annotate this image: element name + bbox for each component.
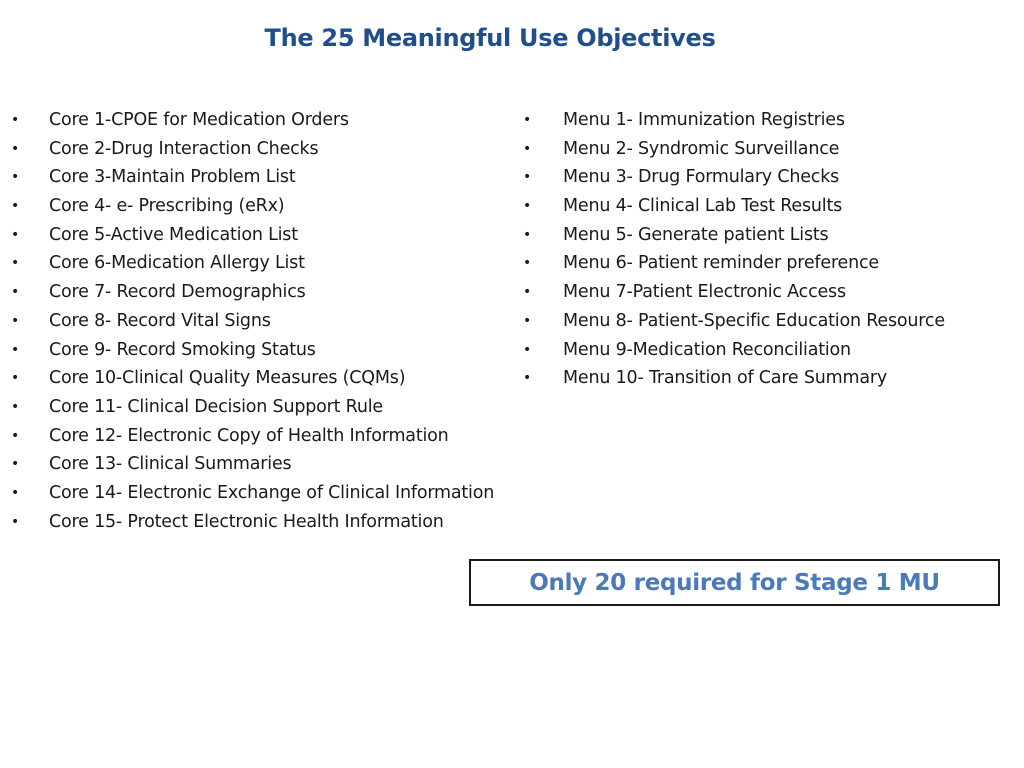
core-objective-item-label: Core 10-Clinical Quality Measures (CQMs): [49, 368, 406, 389]
core-objective-item: [0, 364, 560, 393]
core-objective-item: [0, 135, 560, 164]
bullet-icon: •: [523, 140, 532, 157]
core-objective-item: [0, 192, 560, 221]
bullet-icon: •: [11, 226, 20, 243]
core-objective-item: [0, 278, 560, 307]
menu-objective-item: [515, 307, 1024, 336]
menu-objective-item: [515, 221, 1024, 250]
core-objective-item: [0, 307, 560, 336]
core-objective-item: [0, 221, 560, 250]
bullet-icon: •: [11, 456, 20, 473]
menu-objective-item: [515, 163, 1024, 192]
core-objective-item: [0, 249, 560, 278]
bullet-icon: •: [11, 140, 20, 157]
menu-objective-item: [515, 249, 1024, 278]
core-objective-item-label: Core 13- Clinical Summaries: [49, 454, 292, 475]
bullet-icon: •: [523, 226, 532, 243]
core-objective-item: [0, 106, 560, 135]
core-objective-item-label: Core 7- Record Demographics: [49, 282, 306, 303]
bullet-icon: •: [11, 427, 20, 444]
core-objective-item-label: Core 14- Electronic Exchange of Clinical Information: [49, 482, 495, 503]
menu-objectives-list: [515, 106, 1024, 393]
bullet-icon: •: [523, 284, 532, 301]
core-objective-item-label: Core 4- e- Prescribing (eRx): [49, 196, 285, 217]
bullet-icon: •: [523, 112, 532, 128]
bullet-icon: •: [11, 169, 20, 186]
bullet-icon: •: [523, 255, 532, 272]
bullet-icon: •: [523, 370, 532, 387]
core-objective-item: [0, 163, 560, 192]
menu-objective-item-label: Menu 5- Generate patient Lists: [563, 224, 829, 245]
menu-objective-item-label: Menu 1- Immunization Registries: [563, 110, 845, 130]
core-objective-item-label: Core 6-Medication Allergy List: [49, 253, 305, 274]
menu-objective-item: [515, 106, 1024, 135]
menu-objective-item: [515, 192, 1024, 221]
bullet-icon: •: [11, 255, 20, 272]
core-objective-item: [0, 508, 560, 537]
core-objective-item: [0, 479, 560, 508]
callout-text: Only 20 required for Stage 1 MU: [529, 569, 940, 596]
bullet-icon: •: [11, 341, 20, 358]
bullet-icon: •: [11, 513, 20, 530]
core-objectives-list: [0, 106, 560, 536]
menu-objective-item: [515, 278, 1024, 307]
menu-objective-item-label: Menu 9-Medication Reconciliation: [563, 339, 851, 360]
menu-objective-item-label: Menu 10- Transition of Care Summary: [563, 368, 888, 389]
menu-objective-item-label: Menu 6- Patient reminder preference: [563, 253, 879, 274]
core-objective-item-label: Core 11- Clinical Decision Support Rule: [49, 396, 383, 417]
core-objective-item: [0, 450, 560, 479]
menu-objective-item-label: Menu 4- Clinical Lab Test Results: [563, 196, 843, 217]
slide-title: The 25 Meaningful Use Objectives: [264, 24, 716, 52]
bullet-icon: •: [11, 370, 20, 387]
menu-objective-item-label: Menu 3- Drug Formulary Checks: [563, 167, 840, 188]
core-objective-item-label: Core 8- Record Vital Signs: [49, 310, 271, 331]
menu-objective-item-label: Menu 2- Syndromic Surveillance: [563, 138, 840, 159]
bullet-icon: •: [11, 284, 20, 301]
menu-objective-item: [515, 364, 1024, 393]
stage1-callout-box: [469, 559, 1000, 606]
core-objective-item-label: Core 2-Drug Interaction Checks: [49, 138, 319, 159]
bullet-icon: •: [523, 169, 532, 186]
menu-objective-item-label: Menu 7-Patient Electronic Access: [563, 282, 846, 303]
bullet-icon: •: [11, 112, 20, 128]
core-objective-item-label: Core 9- Record Smoking Status: [49, 339, 316, 360]
core-objective-item-label: Core 15- Protect Electronic Health Information: [49, 511, 444, 532]
core-objective-item-label: Core 5-Active Medication List: [49, 224, 298, 245]
menu-objective-item-label: Menu 8- Patient-Specific Education Resource: [563, 310, 945, 331]
core-objective-item-label: Core 3-Maintain Problem List: [49, 167, 296, 188]
bullet-icon: •: [523, 312, 532, 329]
bullet-icon: •: [523, 198, 532, 215]
bullet-icon: •: [11, 312, 20, 329]
core-objective-item: [0, 422, 560, 451]
bullet-icon: •: [523, 341, 532, 358]
bullet-icon: •: [11, 484, 20, 501]
menu-objective-item: [515, 336, 1024, 365]
bullet-icon: •: [11, 198, 20, 215]
core-objective-item: [0, 336, 560, 365]
core-objective-item-label: Core 12- Electronic Copy of Health Information: [49, 425, 449, 446]
menu-objective-item: [515, 135, 1024, 164]
bullet-icon: •: [11, 398, 20, 415]
core-objective-item-label: Core 1-CPOE for Medication Orders: [49, 110, 349, 130]
core-objective-item: [0, 393, 560, 422]
